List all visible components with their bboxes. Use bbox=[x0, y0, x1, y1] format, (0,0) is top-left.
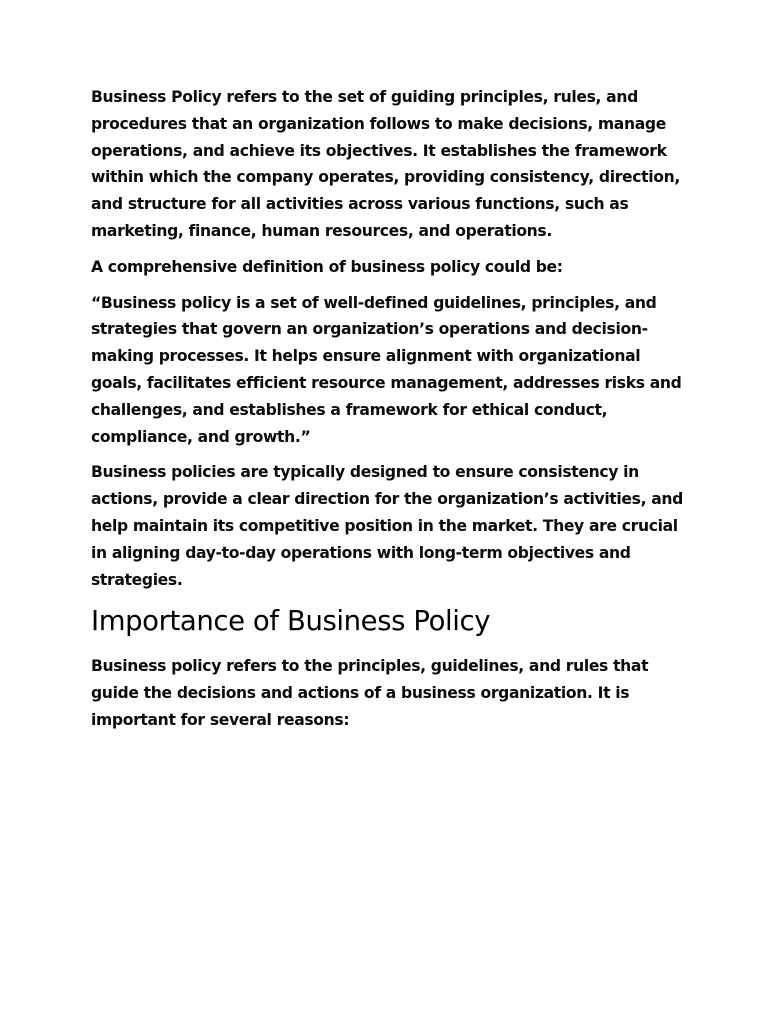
definition-quote-paragraph: “Business policy is a set of well-defined guidelines, principles, and strategies that govern an organization’s operations and decision-making processes. It helps ensure alignment with organizational goals, facilitates efficient resource management, addresses risks and challenges, and establishes a framework for ethical conduct, compliance, and growth.” bbox=[91, 293, 682, 446]
purpose-paragraph: Business policies are typically designed to ensure consistency in actions, provide a clear direction for the organization’s activities, and help maintain its competitive position in the market. They are crucial in aligning day-to-day operations with long-term objectives and strategies. bbox=[91, 463, 683, 589]
document-page bbox=[91, 84, 687, 743]
intro-paragraph: Business Policy refers to the set of guiding principles, rules, and procedures that an organization follows to make decisions, manage operations, and achieve its objectives. It establishes the framework within which the company operates, providing consistency, direction, and structure for all activities across various functions, such as marketing, finance, human resources, and operations. bbox=[91, 88, 680, 240]
importance-paragraph: Business policy refers to the principles, guidelines, and rules that guide the decisions and actions of a business organization. It is important for several reasons: bbox=[91, 657, 649, 729]
definition-lead-paragraph: A comprehensive definition of business policy could be: bbox=[91, 257, 563, 276]
section-heading: Importance of Business Policy bbox=[91, 605, 491, 638]
